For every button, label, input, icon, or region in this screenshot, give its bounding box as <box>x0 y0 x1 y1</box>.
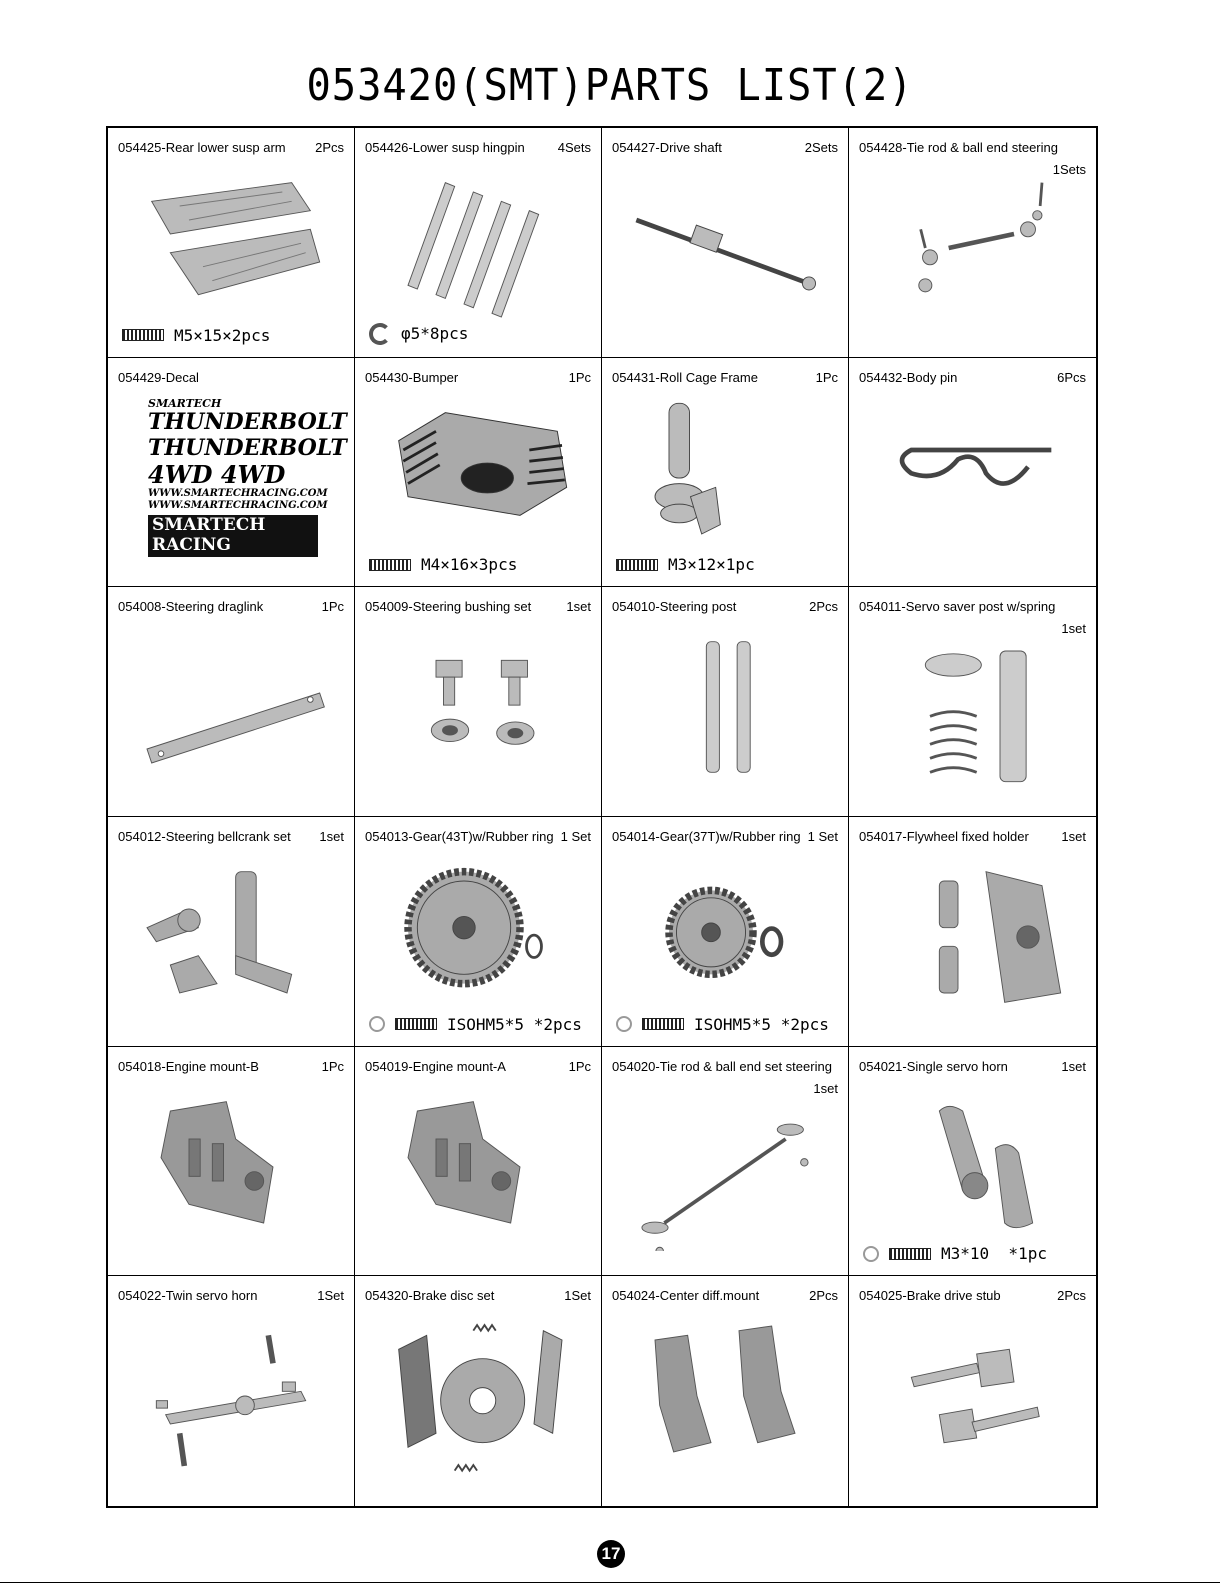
part-quantity: 4Sets <box>557 140 591 155</box>
part-quantity: 2Pcs <box>1057 1288 1086 1304</box>
hardware-note <box>369 323 468 345</box>
part-cell <box>602 817 849 1047</box>
part-name: 054021-Single servo horn <box>859 1058 1008 1074</box>
decal-text: 4WD 4WD <box>148 459 286 489</box>
hardware-spec: M4×16×3pcs <box>421 555 518 575</box>
part-name: 054008-Steering draglink <box>118 599 264 615</box>
susp-arm-icon <box>128 164 334 332</box>
washer-icon <box>863 1246 879 1262</box>
hardware-note <box>863 1244 1047 1263</box>
tie-rod-set-icon <box>622 1083 828 1251</box>
part-cell <box>602 358 849 588</box>
body-pin-icon <box>869 394 1075 562</box>
part-cell <box>355 1276 602 1506</box>
part-quantity: 1Pc <box>568 1058 591 1074</box>
part-name: 054022-Twin servo horn <box>118 1288 258 1304</box>
decal-text: WWW.SMARTECHRACING.COM <box>148 499 328 511</box>
part-cell <box>355 128 602 358</box>
part-name: 054427-Drive shaft <box>612 140 722 155</box>
part-quantity: 1Pc <box>321 1058 344 1074</box>
gear-large-icon <box>375 853 581 1021</box>
part-name: 054012-Steering bellcrank set <box>118 829 291 844</box>
screw-icon <box>122 329 164 341</box>
part-name: 054025-Brake drive stub <box>859 1288 1001 1304</box>
part-name: 054011-Servo saver post w/spring <box>859 599 1056 615</box>
washer-icon <box>616 1016 632 1032</box>
part-cell <box>602 128 849 358</box>
servo-horn-icon <box>869 1083 1075 1251</box>
part-name: 054320-Brake disc set <box>365 1288 495 1304</box>
part-cell <box>602 1276 849 1506</box>
decal-sheet <box>148 396 347 557</box>
part-quantity: 1set <box>1061 829 1086 844</box>
part-cell <box>849 587 1096 817</box>
part-cell <box>108 128 355 358</box>
part-name: 054014-Gear(37T)w/Rubber ring <box>612 829 801 844</box>
part-quantity: 1set <box>319 829 344 844</box>
part-cell <box>355 1047 602 1277</box>
screw-icon <box>616 559 658 571</box>
part-cell <box>108 358 355 588</box>
hardware-note <box>369 1015 582 1034</box>
posts-icon <box>622 623 828 791</box>
hardware-spec: M3*10 *1pc <box>941 1244 1047 1264</box>
decal-text: THUNDERBOLT <box>148 434 347 461</box>
part-name: 054024-Center diff.mount <box>612 1288 760 1304</box>
gear-small-icon <box>622 853 828 1021</box>
part-cell <box>108 587 355 817</box>
page-title: 053420(SMT)PARTS LIST(2) <box>306 60 914 111</box>
hardware-spec: ISOHM5*5 *2pcs <box>447 1014 582 1034</box>
part-quantity: 2Pcs <box>809 599 838 615</box>
part-name: 054013-Gear(43T)w/Rubber ring <box>365 829 554 844</box>
hardware-spec: M5×15×2pcs <box>174 325 271 345</box>
brake-disc-icon <box>375 1312 581 1480</box>
part-cell <box>355 817 602 1047</box>
part-quantity: 1set <box>1061 621 1086 637</box>
decal-text: SMARTECH RACING <box>148 515 318 556</box>
bumper-icon <box>375 394 581 562</box>
hardware-note <box>122 326 270 345</box>
part-cell <box>602 587 849 817</box>
part-cell <box>108 817 355 1047</box>
hardware-note <box>616 555 755 574</box>
part-name: 054009-Steering bushing set <box>365 599 532 615</box>
spring-post-icon <box>869 623 1075 791</box>
screw-icon <box>369 559 411 571</box>
part-name: 054430-Bumper <box>365 369 459 385</box>
flywheel-holder-icon <box>869 853 1075 1021</box>
part-quantity: 1Pc <box>568 369 591 385</box>
screw-icon <box>395 1018 437 1030</box>
drive-stub-icon <box>869 1312 1075 1480</box>
hardware-spec: M3×12×1pc <box>668 555 755 575</box>
part-name: 054432-Body pin <box>859 369 958 385</box>
tie-rod-icon <box>869 164 1075 332</box>
bellcrank-icon <box>128 853 334 1021</box>
part-quantity: 1Pc <box>321 599 344 615</box>
part-quantity: 1Set <box>564 1288 591 1304</box>
decal-text: WWW.SMARTECHRACING.COM <box>148 488 328 500</box>
screw-icon <box>889 1248 931 1260</box>
part-cell <box>849 817 1096 1047</box>
part-quantity: 2Sets <box>804 140 838 155</box>
screw-icon <box>642 1018 684 1030</box>
part-cell <box>849 1276 1096 1506</box>
part-name: 054010-Steering post <box>612 599 737 615</box>
part-cell <box>602 1047 849 1277</box>
diff-mount-icon <box>622 1312 828 1480</box>
e-clip-icon <box>369 323 391 345</box>
part-name: 054425-Rear lower susp arm <box>118 140 286 155</box>
part-quantity: 1Sets <box>1052 162 1086 177</box>
part-cell <box>355 358 602 588</box>
draglink-icon <box>128 623 334 791</box>
decal-text: SMARTECH <box>148 396 222 410</box>
engine-mount-icon <box>128 1083 334 1251</box>
part-quantity: 1 Set <box>807 829 838 844</box>
part-quantity: 1set <box>813 1080 838 1096</box>
twin-horn-icon <box>128 1312 334 1480</box>
part-quantity: 1set <box>566 599 591 615</box>
part-name: 054431-Roll Cage Frame <box>612 369 758 385</box>
roll-cage-icon <box>622 394 828 562</box>
part-cell <box>355 587 602 817</box>
decal-text: THUNDERBOLT <box>148 409 347 436</box>
part-cell <box>849 128 1096 358</box>
drive-shaft-icon <box>622 164 828 332</box>
part-cell <box>849 358 1096 588</box>
part-name: 054020-Tie rod & ball end set steering <box>612 1058 832 1074</box>
part-quantity: 2Pcs <box>809 1288 838 1304</box>
part-cell <box>108 1047 355 1277</box>
part-quantity: 6Pcs <box>1057 369 1086 385</box>
hardware-spec: φ5*8pcs <box>401 324 469 344</box>
part-name: 054429-Decal <box>118 369 199 385</box>
part-name: 054018-Engine mount-B <box>118 1058 259 1074</box>
parts-grid <box>106 126 1098 1508</box>
part-quantity: 1 Set <box>560 829 591 844</box>
hardware-note <box>369 555 517 574</box>
hardware-note <box>616 1015 829 1034</box>
part-quantity: 1Pc <box>815 369 838 385</box>
part-cell <box>849 1047 1096 1277</box>
bushings-icon <box>375 623 581 791</box>
part-name: 054017-Flywheel fixed holder <box>859 829 1029 844</box>
part-quantity: 1set <box>1061 1058 1086 1074</box>
part-name: 054426-Lower susp hingpin <box>365 140 525 155</box>
washer-icon <box>369 1016 385 1032</box>
page-number: 17 <box>597 1540 625 1568</box>
hinge-pins-icon <box>375 164 581 332</box>
part-name: 054428-Tie rod & ball end steering <box>859 140 1058 155</box>
part-name: 054019-Engine mount-A <box>365 1058 506 1074</box>
hardware-spec: ISOHM5*5 *2pcs <box>694 1014 829 1034</box>
part-cell <box>108 1276 355 1506</box>
part-quantity: 2Pcs <box>315 140 344 155</box>
engine-mount-icon <box>375 1083 581 1251</box>
part-quantity: 1Set <box>317 1288 344 1304</box>
